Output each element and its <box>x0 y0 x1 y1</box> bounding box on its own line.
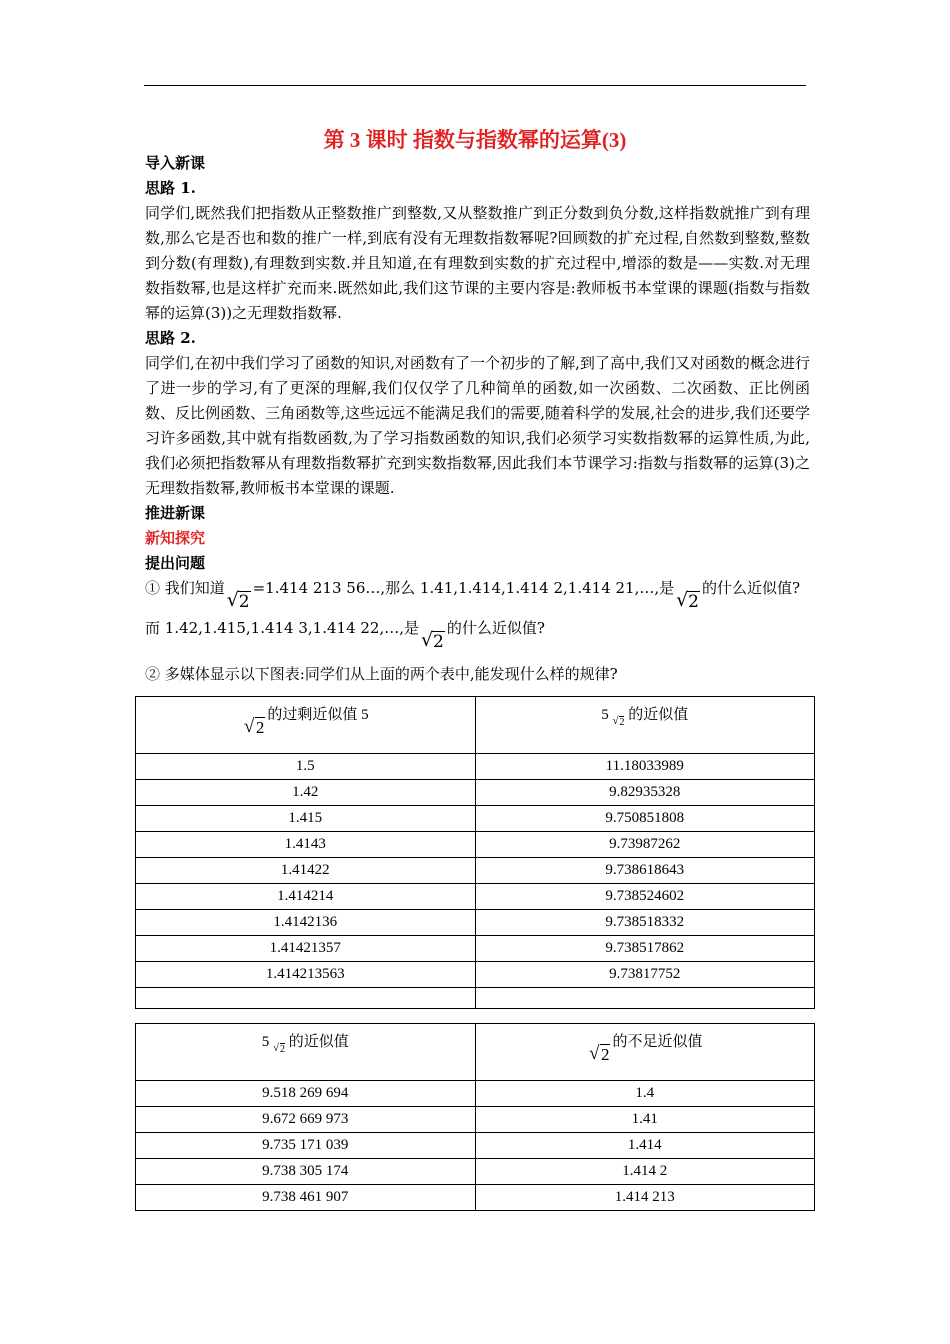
q1-text-c: 的什么近似值? <box>701 579 801 597</box>
idea1-paragraph: 同学们,既然我们把指数从正整数推广到整数,又从整数推广到正分数到负分数,这样指数就推广到有理数,那么它是否也和数的推广一样,到底有没有无理数指数幂呢?回顾数的扩充过程,自然数到整数,整数到分数(有理数),有理数到实数.并且知道,在有理数到实数的扩充过程中,增添的数是——实数.对无理数指数幂,也是这样扩充而来.既然如此,我们这节课的主要内容是:教师板书本堂课的课题(指数与指数幂的运算(3))之无理数指数幂. <box>145 204 810 322</box>
question-heading: 提出问题 <box>145 554 206 572</box>
idea1-heading: 思路 1. <box>145 179 196 197</box>
intro-heading: 导入新课 <box>145 154 206 172</box>
table-header-cell: √ 2的不足近似值 <box>475 1024 815 1081</box>
sqrt2-symbol: √ 2 <box>676 590 700 615</box>
sqrt2-symbol: √ 2 <box>227 590 251 615</box>
table-row <box>136 1081 815 1107</box>
table-row <box>136 1133 815 1159</box>
idea2-paragraph: 同学们,在初中我们学习了函数的知识,对函数有了一个初步的了解,到了高中,我们又对函数的概念进行了进一步的学习,有了更深的理解,我们仅仅学了几种简单的函数,如一次函数、二次函数、正比例函数、反比例函数、三角函数等,这些远远不能满足我们的需要,随着科学的发展,社会的进步,我们还要学习许多函数,其中就有指数函数,为了学习指数函数的知识,我们必须学习实数指数幂的运算性质,为此,我们必须把指数幂从有理数指数幂扩充到实数指数幂,因此我们本节课学习:指数与指数幂的运算(3)之无理数指数幂,教师板书本堂课的课题. <box>145 354 810 497</box>
table-cell: 9.738517862 <box>475 936 815 962</box>
advance-heading: 推进新课 <box>145 504 206 522</box>
table-cell: 11.18033989 <box>475 754 815 780</box>
table-cell: 9.738 461 907 <box>136 1185 476 1211</box>
table-cell: 9.672 669 973 <box>136 1107 476 1133</box>
lesson-title: 第 3 课时 指数与指数幂的运算(3) <box>323 128 627 152</box>
table-cell <box>475 988 815 1009</box>
header-rule <box>144 85 806 86</box>
table-cell: 1.415 <box>136 806 476 832</box>
table-row <box>136 910 815 936</box>
q1-text-b: =1.414 213 56…,那么 1.41,1.414,1.414 2,1.414 21,…,是 <box>252 579 675 597</box>
table-header-cell: √ 2的过剩近似值 5 <box>136 697 476 754</box>
idea2-heading: 思路 2. <box>145 329 196 347</box>
table-cell: 1.414213563 <box>136 962 476 988</box>
table-cell: 9.73817752 <box>475 962 815 988</box>
table-header-cell: 5 √ 2 的近似值 <box>136 1024 476 1081</box>
explore-heading: 新知探究 <box>145 529 206 547</box>
sqrt2-small-symbol: √ 2 <box>612 717 624 728</box>
table-cell: 1.41 <box>475 1107 815 1133</box>
table-row <box>136 858 815 884</box>
table-cell: 1.4143 <box>136 832 476 858</box>
table-cell: 1.414 <box>475 1133 815 1159</box>
table-cell: 1.4 <box>475 1081 815 1107</box>
table-cell: 1.41421357 <box>136 936 476 962</box>
table-header-row <box>136 1024 815 1081</box>
q1-text-a: ① 我们知道 <box>145 579 225 597</box>
table-cell: 9.738518332 <box>475 910 815 936</box>
table-cell: 9.82935328 <box>475 780 815 806</box>
table-row <box>136 1107 815 1133</box>
q1-text-e: 的什么近似值? <box>446 619 545 637</box>
table-row <box>136 962 815 988</box>
lesson-body <box>145 151 810 687</box>
table-cell: 1.414 213 <box>475 1185 815 1211</box>
excess-approximation-table <box>135 696 815 1009</box>
table-cell <box>136 988 476 1009</box>
table-row <box>136 780 815 806</box>
question-1-line-2 <box>145 614 810 662</box>
table-header-row <box>136 697 815 754</box>
table-row <box>136 1159 815 1185</box>
table-row <box>136 754 815 780</box>
sqrt2-symbol: √ 2 <box>589 1045 611 1065</box>
table-row <box>136 832 815 858</box>
q1-text-d: 而 1.42,1.415,1.414 3,1.414 22,…,是 <box>145 619 419 637</box>
table-cell: 1.5 <box>136 754 476 780</box>
table-cell: 1.42 <box>136 780 476 806</box>
question-2-line: ② 多媒体显示以下图表:同学们从上面的两个表中,能发现什么样的规律? <box>145 665 618 683</box>
table-cell: 9.738 305 174 <box>136 1159 476 1185</box>
table-cell: 1.4142136 <box>136 910 476 936</box>
table-cell: 9.738618643 <box>475 858 815 884</box>
table-cell: 9.738524602 <box>475 884 815 910</box>
table-cell: 1.414214 <box>136 884 476 910</box>
table-cell: 9.73987262 <box>475 832 815 858</box>
table-row <box>136 1185 815 1211</box>
table-row <box>136 884 815 910</box>
deficient-approximation-table <box>135 1023 815 1211</box>
table-header-cell: 5 √ 2 的近似值 <box>475 697 815 754</box>
table-cell: 1.414 2 <box>475 1159 815 1185</box>
table-cell: 9.750851808 <box>475 806 815 832</box>
sqrt2-small-symbol: √ 2 <box>273 1044 285 1055</box>
table-row <box>136 806 815 832</box>
table-row <box>136 936 815 962</box>
table-cell: 1.41422 <box>136 858 476 884</box>
table-row <box>136 988 815 1009</box>
question-1-line-1 <box>145 576 810 614</box>
sqrt2-symbol: √ 2 <box>244 718 266 738</box>
table-cell: 9.735 171 039 <box>136 1133 476 1159</box>
sqrt2-symbol: √ 2 <box>421 630 445 655</box>
table-cell: 9.518 269 694 <box>136 1081 476 1107</box>
